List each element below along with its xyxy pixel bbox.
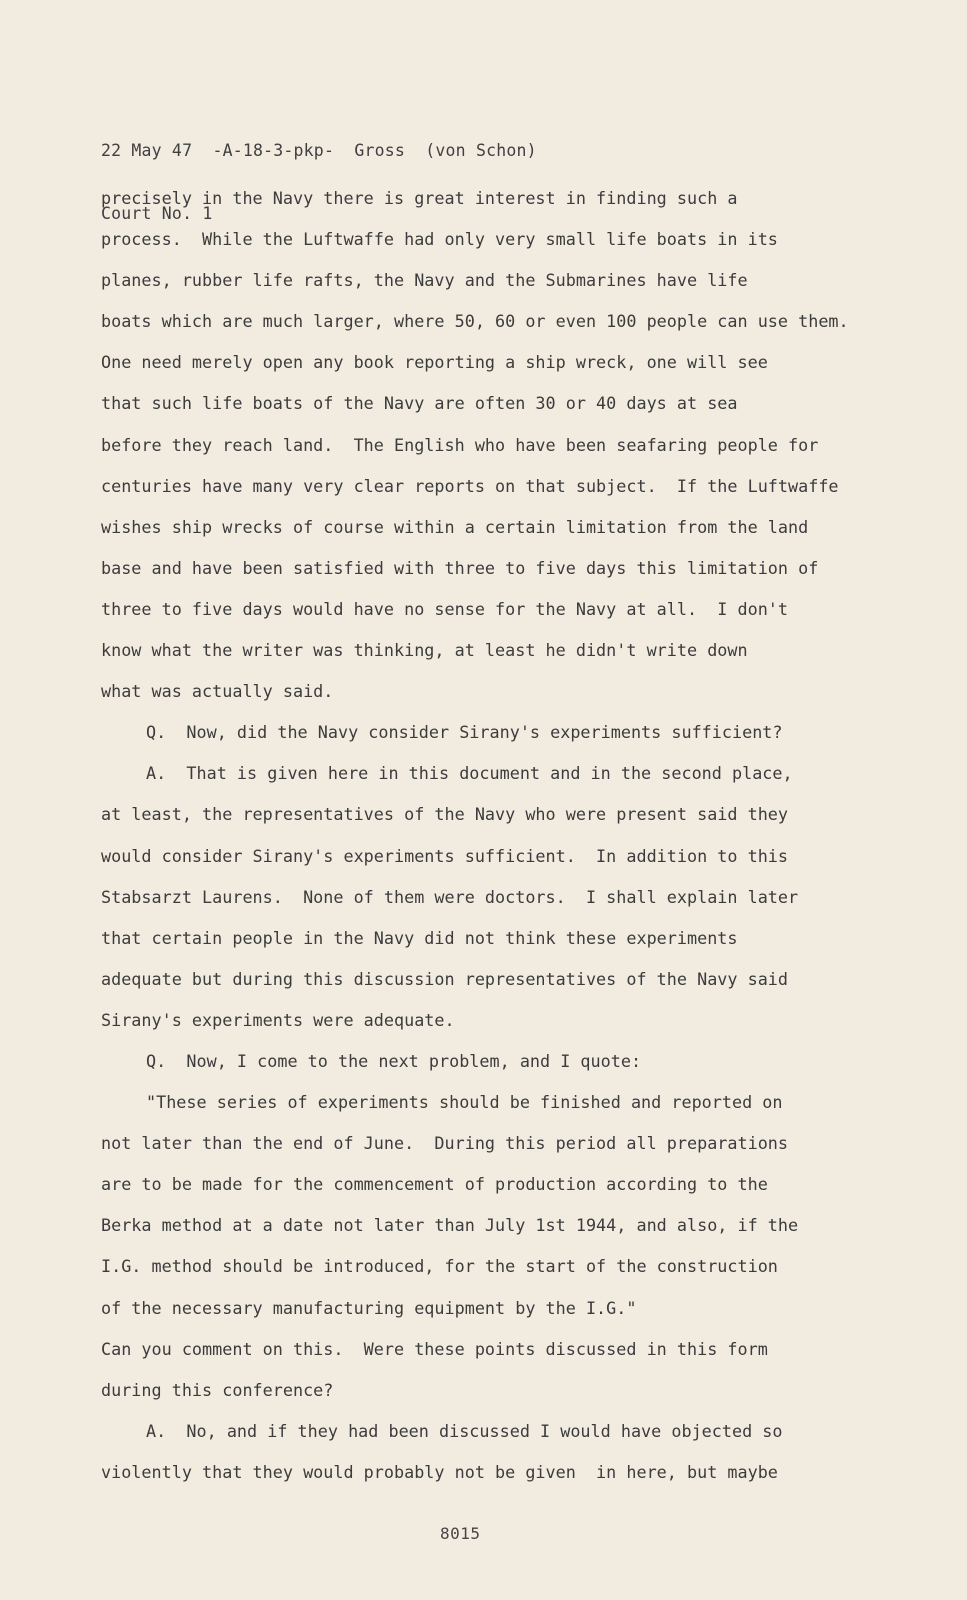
transcript-line: planes, rubber life rafts, the Navy and the Submarines have life — [101, 270, 748, 291]
transcript-line: "These series of experiments should be finished and reported on — [146, 1092, 783, 1113]
transcript-line: precisely in the Navy there is great interest in finding such a — [101, 188, 738, 208]
header-line-1: 22 May 47 -A-18-3-pkp- Gross (von Schon) — [101, 141, 537, 160]
transcript-line: during this conference? — [101, 1379, 334, 1400]
transcript-line: Q. Now, did the Navy consider Sirany's experiments sufficient? — [146, 722, 783, 743]
transcript-line: base and have been satisfied with three to five days this limitation of — [101, 557, 819, 578]
transcript-line: before they reach land. The English who have been seafaring people for — [101, 434, 819, 455]
transcript-body — [101, 178, 861, 1493]
transcript-line: adequate but during this discussion representatives of the Navy said — [101, 968, 789, 989]
transcript-line: Can you comment on this. Were these points discussed in this form — [101, 1338, 768, 1359]
transcript-line: Q. Now, I come to the next problem, and I quote: — [146, 1050, 642, 1071]
transcript-line: are to be made for the commencement of production according to the — [101, 1174, 768, 1195]
transcript-line: Sirany's experiments were adequate. — [101, 1009, 455, 1030]
transcript-line: of the necessary manufacturing equipment by the I.G." — [101, 1297, 637, 1318]
transcript-line: centuries have many very clear reports on that subject. If the Luftwaffe — [101, 475, 839, 496]
transcript-line: process. While the Luftwaffe had only very small life boats in its — [101, 229, 778, 250]
transcript-line: boats which are much larger, where 50, 60 or even 100 people can use them. — [101, 311, 849, 332]
transcript-line: that certain people in the Navy did not think these experiments — [101, 927, 738, 948]
transcript-line: A. No, and if they had been discussed I would have objected so — [146, 1420, 783, 1441]
transcript-line: I.G. method should be introduced, for the start of the construction — [101, 1256, 778, 1277]
transcript-line: three to five days would have no sense for the Navy at all. I don't — [101, 598, 789, 619]
transcript-line: A. That is given here in this document and in the second place, — [146, 763, 793, 784]
transcript-line: violently that they would probably not be given in here, but maybe — [101, 1461, 778, 1482]
transcript-line: at least, the representatives of the Navy who were present said they — [101, 804, 789, 825]
transcript-line: One need merely open any book reporting a ship wreck, one will see — [101, 352, 768, 373]
transcript-line: wishes ship wrecks of course within a certain limitation from the land — [101, 516, 809, 537]
transcript-line: not later than the end of June. During this period all preparations — [101, 1133, 789, 1154]
transcript-line: Stabsarzt Laurens. None of them were doctors. I shall explain later — [101, 886, 799, 907]
header-line-2: Court No. 1 — [101, 204, 213, 223]
transcript-line: would consider Sirany's experiments sufficient. In addition to this — [101, 845, 789, 866]
transcript-line: Berka method at a date not later than July 1st 1944, and also, if the — [101, 1215, 799, 1236]
transcript-line: what was actually said. — [101, 681, 334, 702]
transcript-line: that such life boats of the Navy are often 30 or 40 days at sea — [101, 393, 738, 414]
page-number: 8015 — [440, 1524, 481, 1543]
transcript-line: know what the writer was thinking, at least he didn't write down — [101, 640, 748, 661]
